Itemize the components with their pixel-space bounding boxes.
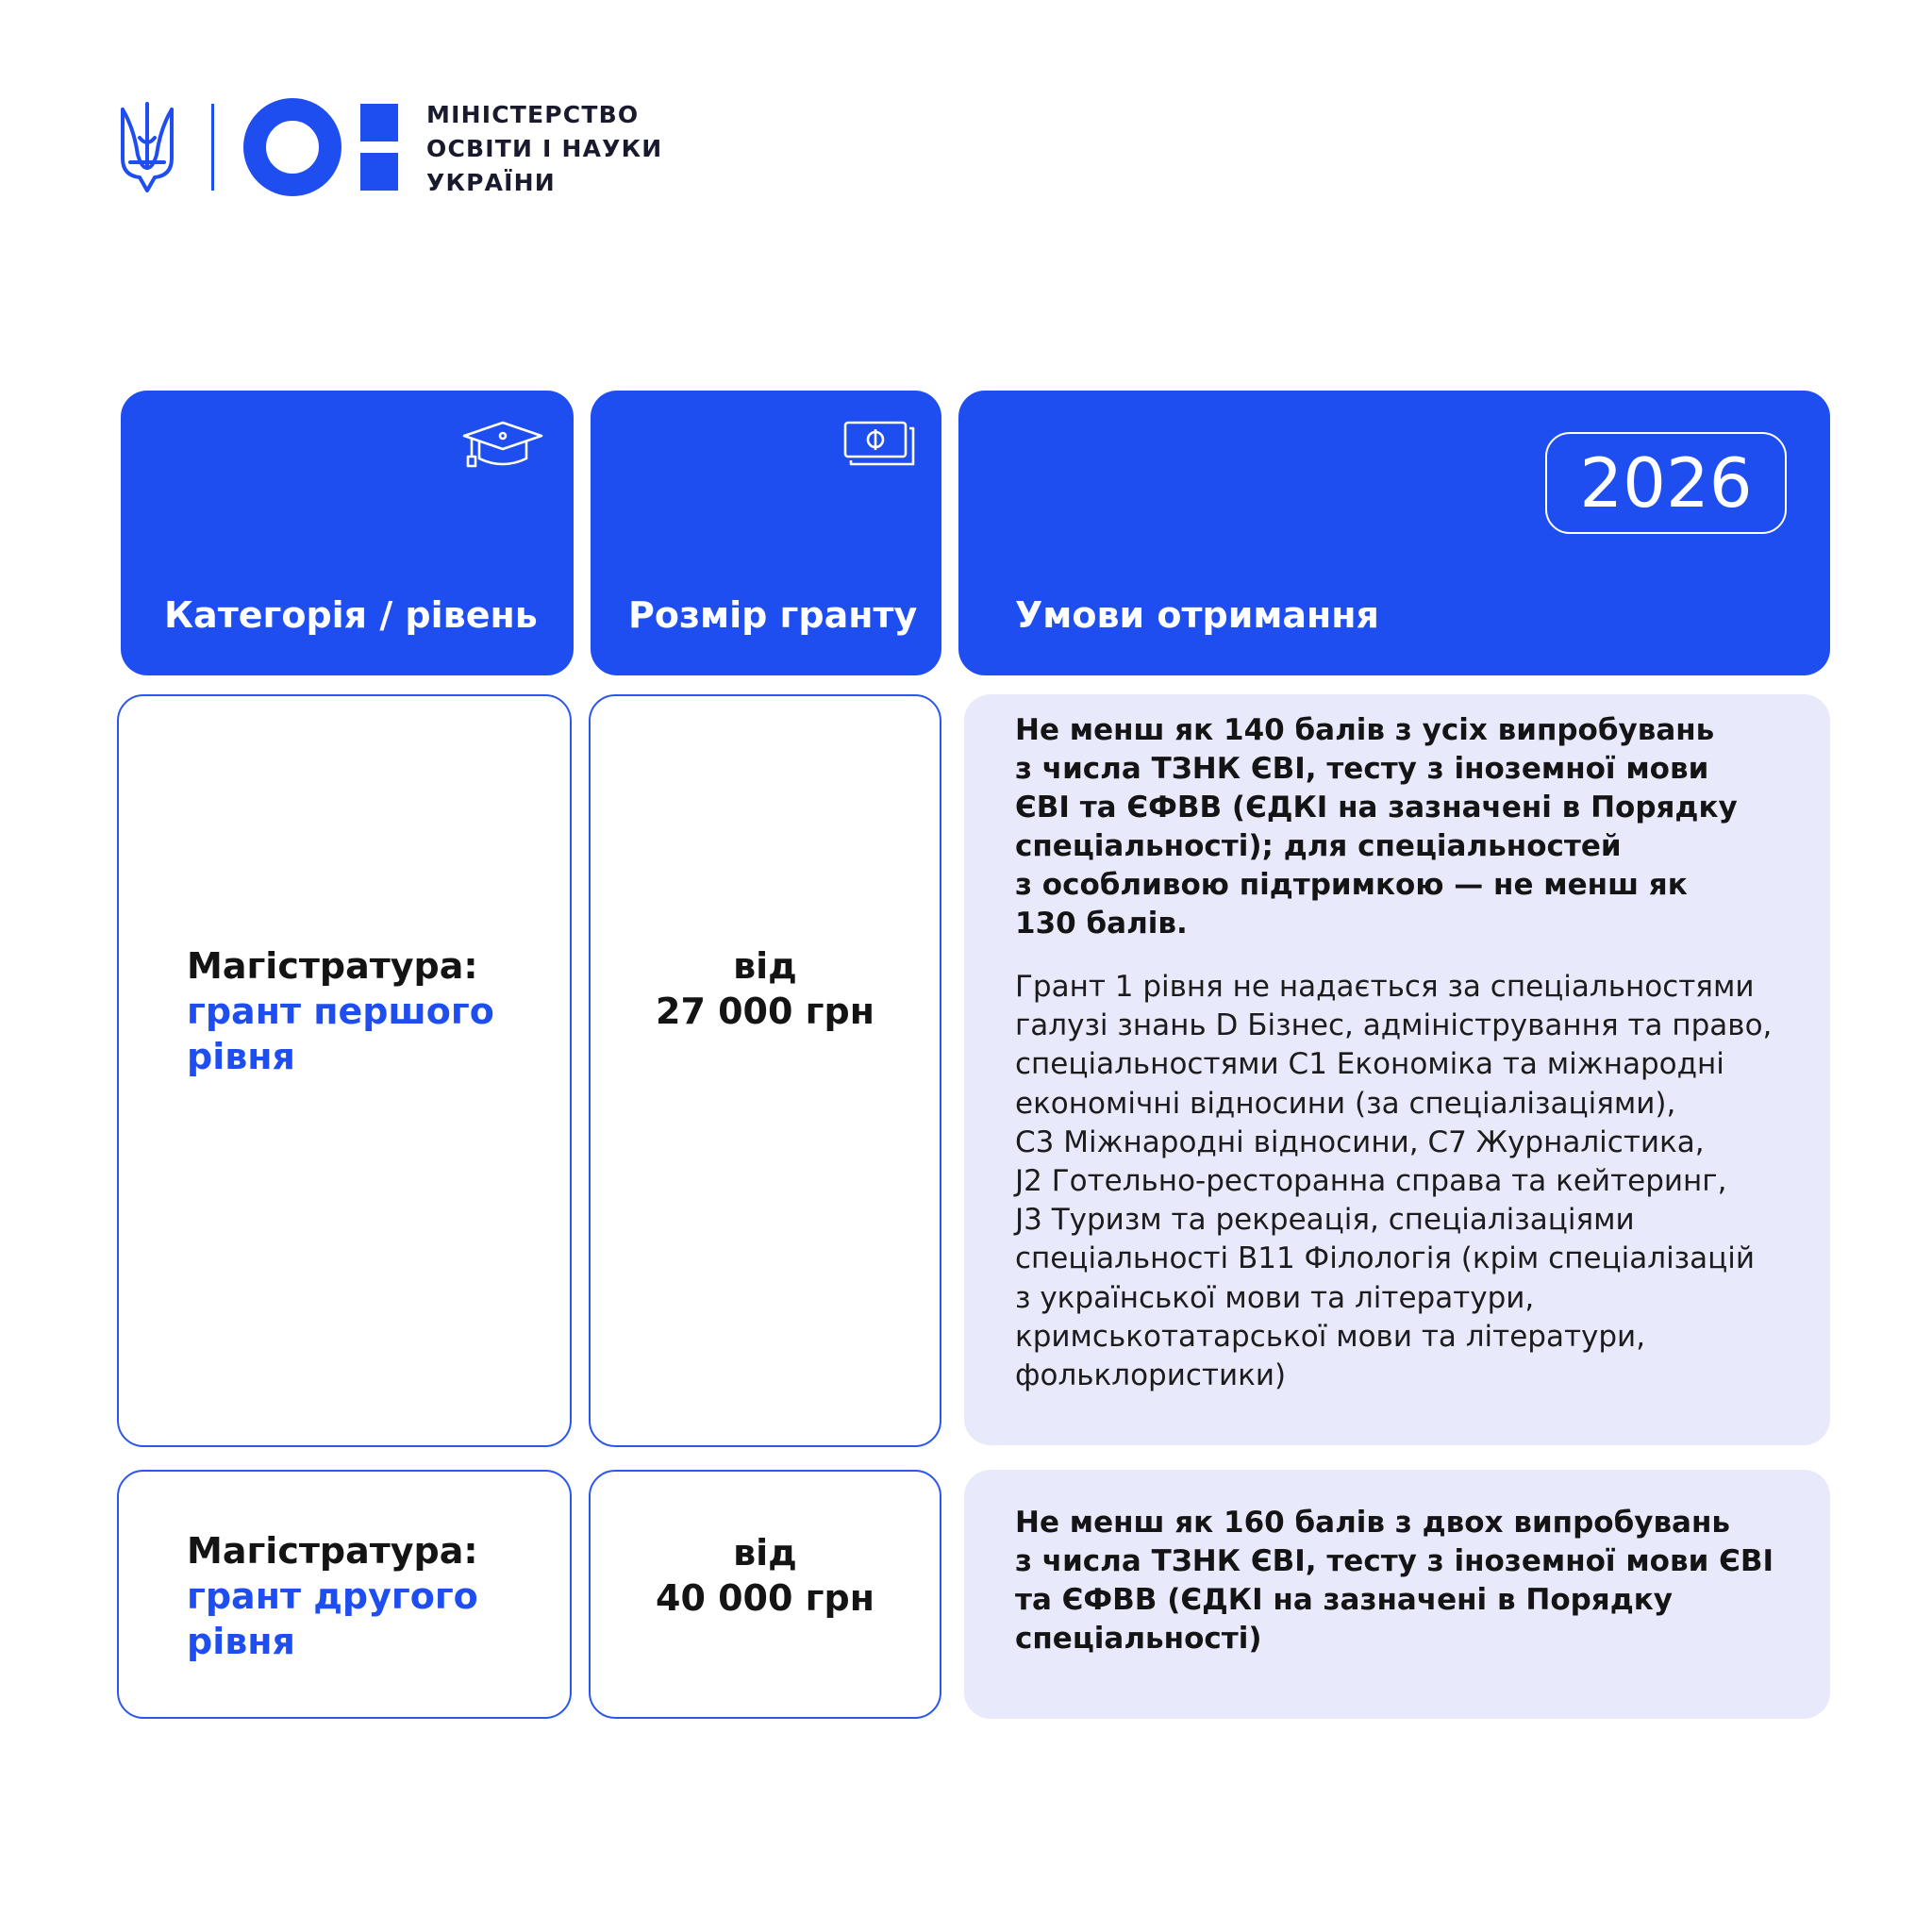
row-2-category-cell — [117, 1470, 572, 1719]
row-2-conditions — [1015, 1504, 1802, 1658]
logo-separator — [211, 104, 214, 191]
ministry-logo-mark — [243, 98, 402, 196]
conditions-line: 130 балів. — [1015, 907, 1188, 941]
amount-value: 40 000 грн — [656, 1577, 874, 1619]
conditions-line: з числа ТЗНК ЄВІ, тесту з іноземної мови ЄВІ — [1015, 1544, 1774, 1578]
row-2-amount — [591, 1530, 940, 1621]
conditions-line: спеціальності) — [1015, 1622, 1262, 1656]
ministry-name-line: МІНІСТЕРСТВО — [426, 101, 640, 128]
row-1-category-cell — [117, 694, 572, 1447]
conditions-line: спеціальностями C1 Економіка та міжнародні — [1015, 1047, 1724, 1082]
conditions-line: з особливою підтримкою — не менш як — [1015, 868, 1688, 902]
conditions-line: та ЄФВВ (ЄДКІ на зазначені в Порядку — [1015, 1583, 1674, 1617]
row-1-category — [187, 943, 494, 1079]
year-badge: 2026 — [1545, 432, 1787, 534]
category-title: Магістратура: — [187, 1530, 478, 1572]
ministry-name-line: УКРАЇНИ — [426, 169, 556, 196]
row-2-amount-cell — [589, 1470, 941, 1719]
ukraine-trident-icon — [117, 100, 177, 194]
row-1-amount-cell — [589, 694, 941, 1447]
ministry-name — [426, 98, 662, 200]
conditions-line: з української мови та літератури, — [1015, 1280, 1535, 1315]
conditions-line: J2 Готельно-ресторанна справа та кейтеринг, — [1015, 1164, 1727, 1199]
conditions-requirement — [1015, 1504, 1802, 1658]
category-level: рівня — [187, 1621, 295, 1662]
header-conditions — [958, 391, 1830, 675]
row-1-conditions — [1015, 711, 1802, 1395]
conditions-exclusions — [1015, 968, 1802, 1395]
conditions-line: J3 Туризм та рекреація, спеціалізаціями — [1015, 1203, 1635, 1238]
ministry-name-line: ОСВІТИ І НАУКИ — [426, 135, 663, 162]
amount-value: 27 000 грн — [656, 991, 874, 1032]
header-category-label: Категорія / рівень — [164, 594, 538, 636]
header-grant-size-label: Розмір гранту — [628, 594, 918, 636]
row-1-amount — [591, 943, 940, 1034]
banknote-icon — [843, 421, 915, 466]
header-grant-size — [591, 391, 941, 675]
row-1-conditions-cell — [964, 694, 1830, 1445]
conditions-line: Грант 1 рівня не надається за спеціальностями — [1015, 970, 1755, 1004]
conditions-line: спеціальності B11 Філологія (крім спеціалізацій — [1015, 1241, 1756, 1276]
conditions-line: галузі знань D Бізнес, адміністрування та право, — [1015, 1008, 1773, 1043]
conditions-line: кримськотатарської мови та літератури, — [1015, 1319, 1646, 1354]
conditions-line: Не менш як 140 балів з усіх випробувань — [1015, 713, 1715, 747]
conditions-line: Не менш як 160 балів з двох випробувань — [1015, 1506, 1731, 1540]
conditions-line: спеціальності); для спеціальностей — [1015, 829, 1622, 863]
header-category — [121, 391, 574, 675]
amount-prefix: від — [733, 945, 797, 987]
conditions-line: з числа ТЗНК ЄВІ, тесту з іноземної мови — [1015, 752, 1709, 786]
conditions-line: C3 Міжнародні відносини, C7 Журналістика, — [1015, 1124, 1705, 1159]
amount-prefix: від — [733, 1532, 797, 1574]
category-level: грант першого — [187, 991, 494, 1032]
category-title: Магістратура: — [187, 945, 478, 987]
conditions-line: економічні відносини (за спеціалізаціями), — [1015, 1086, 1676, 1121]
graduation-cap-icon — [460, 419, 545, 472]
conditions-line: фольклористики) — [1015, 1358, 1287, 1393]
conditions-line: ЄВІ та ЄФВВ (ЄДКІ на зазначені в Порядку — [1015, 791, 1738, 824]
row-2-category — [187, 1528, 478, 1664]
category-level: рівня — [187, 1036, 295, 1077]
category-level: грант другого — [187, 1575, 478, 1617]
header-conditions-label: Умови отримання — [1015, 594, 1379, 636]
conditions-requirement — [1015, 711, 1802, 943]
row-2-conditions-cell — [964, 1470, 1830, 1719]
